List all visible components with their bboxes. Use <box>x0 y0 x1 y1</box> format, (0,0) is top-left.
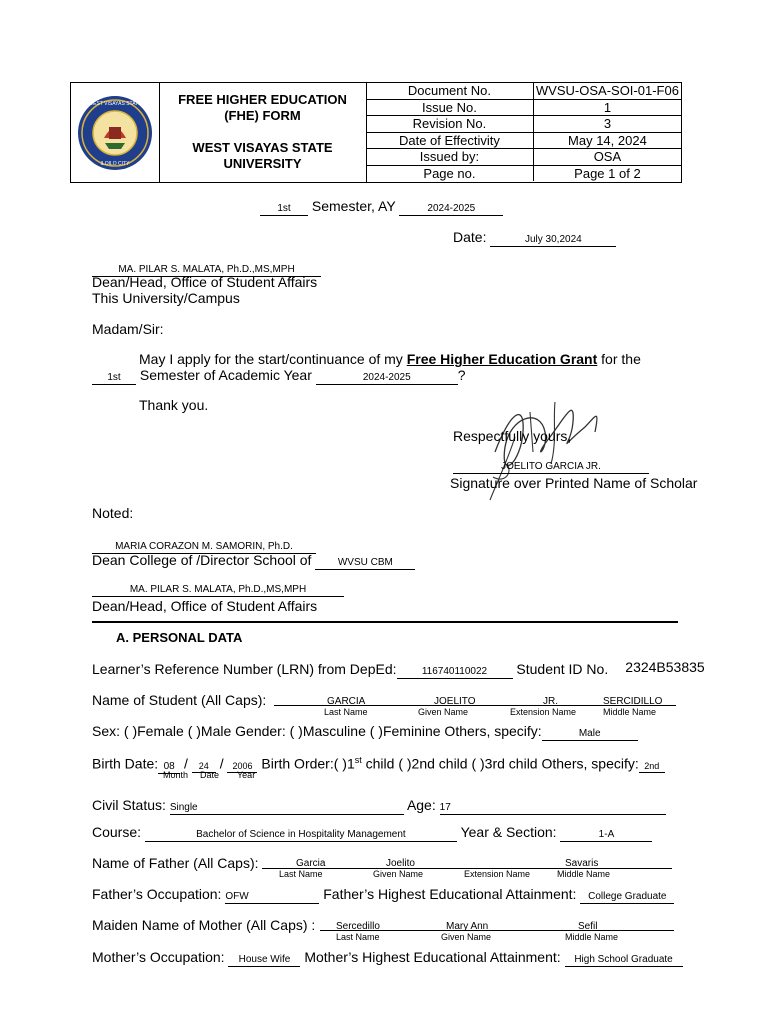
mother-education-value: High School Graduate <box>565 954 683 967</box>
university-seal-logo <box>71 83 159 182</box>
date-line <box>453 229 616 247</box>
noted2-title: Dean/Head, Office of Student Affairs <box>92 598 318 614</box>
gender-value: Male <box>542 728 638 741</box>
mother-name-label: Maiden Name of Mother (All Caps) : <box>92 917 316 933</box>
father-given-name: Joelito <box>386 858 415 869</box>
student-name-label: Name of Student (All Caps): <box>92 692 267 708</box>
mother-occupation-line <box>92 949 683 967</box>
addressee-place: This University/Campus <box>92 290 240 306</box>
addressee-name: MA. PILAR S. MALATA, Ph.D.,MS,MPH <box>92 264 321 277</box>
student-middle-name: SERCIDILLO <box>603 696 663 707</box>
body-line2 <box>92 367 466 385</box>
caption-date: Date <box>200 770 220 780</box>
meta-value: 3 <box>533 116 681 133</box>
semester-line <box>260 198 503 216</box>
meta-label: Issue No. <box>366 99 533 116</box>
section-title-personal-data: A. PERSONAL DATA <box>116 630 243 645</box>
course-value: Bachelor of Science in Hospitality Management <box>145 829 457 842</box>
body-line1 <box>139 351 641 367</box>
father-last-name: Garcia <box>296 858 326 869</box>
mother-given-name: Mary Ann <box>446 921 489 932</box>
form-title-line1: FREE HIGHER EDUCATION <box>178 92 347 107</box>
caption-given-name: Given Name <box>418 707 469 717</box>
scholar-name: JOELITO GARCIA JR. <box>453 461 649 474</box>
date-value: July 30,2024 <box>490 234 616 247</box>
birth-date-label: Birth Date: <box>92 755 159 772</box>
birth-order-text-b: child ( )2nd child ( )3rd child Others, specify: <box>361 755 639 772</box>
birth-month: 08 <box>158 761 180 774</box>
father-occupation-label: Father’s Occupation: <box>92 886 222 902</box>
lrn-line <box>92 661 608 679</box>
mother-education-label: Mother’s Highest Educational Attainment: <box>304 949 561 965</box>
civil-status-value: Single <box>170 802 404 815</box>
father-caption-ext: Extension Name <box>464 869 531 879</box>
birth-order-value: 2nd <box>639 760 665 773</box>
noted2-name: MA. PILAR S. MALATA, Ph.D.,MS,MPH <box>92 584 344 597</box>
closing: Respectfully yours, <box>453 428 572 444</box>
body-suffix: for the <box>601 351 641 367</box>
mother-caption-last: Last Name <box>336 932 380 942</box>
university-line1: WEST VISAYAS STATE <box>192 140 333 155</box>
noted1-title: Dean College of /Director School of <box>92 552 312 568</box>
noted1-title-line <box>92 552 415 570</box>
caption-last-name: Last Name <box>324 707 368 717</box>
sex-gender-text: Sex: ( )Female ( )Male Gender: ( )Masculine ( )Feminine Others, specify: <box>92 723 542 739</box>
father-name-label: Name of Father (All Caps): <box>92 855 259 871</box>
scholar-caption: Signature over Printed Name of Scholar <box>450 475 698 491</box>
year-section-label: Year & Section: <box>460 824 557 840</box>
semester-label: Semester, AY <box>311 198 396 214</box>
university-line2: UNIVERSITY <box>223 156 302 171</box>
meta-value: WVSU-OSA-SOI-01-F06 <box>533 83 681 99</box>
addressee-title: Dean/Head, Office of Student Affairs <box>92 274 318 290</box>
age-value: 17 <box>440 802 666 815</box>
body-ay-value: 2024-2025 <box>316 372 458 385</box>
caption-month: Month <box>163 770 189 780</box>
father-caption-middle: Middle Name <box>557 869 611 879</box>
father-caption-given: Given Name <box>373 869 424 879</box>
document-meta-table <box>366 83 681 181</box>
semester-value: 1st <box>260 203 308 216</box>
lrn-value: 116740110022 <box>397 666 513 679</box>
section-divider <box>92 621 678 623</box>
birth-year: 2006 <box>227 760 257 773</box>
logo-cell <box>71 83 160 182</box>
meta-label: Issued by: <box>366 149 533 166</box>
father-education-label: Father’s Highest Educational Attainment: <box>323 886 577 902</box>
meta-value: Page 1 of 2 <box>574 165 641 181</box>
caption-year: Year <box>237 770 256 780</box>
student-last-name: GARCIA <box>327 696 366 707</box>
course-line <box>92 824 652 842</box>
meta-value: OSA <box>533 149 681 166</box>
meta-label: Page no. <box>366 165 533 181</box>
mother-last-name: Sercedillo <box>336 921 380 932</box>
father-occupation-value: OFW <box>225 891 319 904</box>
caption-middle-name: Middle Name <box>603 707 657 717</box>
meta-value: 1 <box>533 99 681 116</box>
noted1-name: MARIA CORAZON M. SAMORIN, Ph.D. <box>92 541 316 554</box>
form-title-line2: (FHE) FORM <box>224 108 301 123</box>
course-label: Course: <box>92 824 142 840</box>
birth-day: 24 <box>192 760 216 773</box>
student-given-name: JOELITO <box>434 696 476 707</box>
student-extension-name: JR. <box>543 696 558 707</box>
mother-middle-name: Sefil <box>578 921 598 932</box>
mother-occupation-value: House Wife <box>228 954 300 967</box>
year-section-value: 1-A <box>560 829 652 842</box>
grant-name: Free Higher Education Grant <box>406 351 598 367</box>
sex-gender-line <box>92 723 638 741</box>
birth-order-sup: st <box>354 755 362 765</box>
birth-line: Birth Date: 08 / 24 / 2006 Birth Order:( )1st child ( )2nd child ( )3rd child Others, specify: 2nd <box>92 755 665 774</box>
svg-text:WEST VISAYAS STATE: WEST VISAYAS STATE <box>88 101 142 107</box>
form-header <box>70 82 682 183</box>
father-occupation-line <box>92 886 674 904</box>
birth-order-text-a: Birth Order:( )1 <box>261 755 355 772</box>
civil-status-label: Civil Status: <box>92 797 166 813</box>
ay-value: 2024-2025 <box>399 203 503 216</box>
date-label: Date: <box>453 229 487 245</box>
father-middle-name: Savaris <box>565 858 599 869</box>
svg-text:ILOILO CITY: ILOILO CITY <box>100 161 130 167</box>
meta-value: May 14, 2024 <box>533 132 681 149</box>
lrn-label: Learner’s Reference Number (LRN) from DepEd: <box>92 661 397 677</box>
body-prefix: May I apply for the start/continuance of my <box>139 351 403 367</box>
noted-label: Noted: <box>92 505 134 521</box>
noted1-school: WVSU CBM <box>315 557 415 570</box>
body-semester-value: 1st <box>92 372 136 385</box>
caption-extension-name: Extension Name <box>510 707 577 717</box>
age-label: Age: <box>406 797 436 813</box>
body-end: ? <box>457 367 466 383</box>
meta-label: Date of Effectivity <box>366 132 533 149</box>
meta-label: Document No. <box>366 83 533 99</box>
thanks: Thank you. <box>139 397 209 413</box>
father-caption-last: Last Name <box>279 869 323 879</box>
meta-label: Revision No. <box>366 116 533 133</box>
title-cell <box>159 83 367 182</box>
mother-caption-middle: Middle Name <box>565 932 619 942</box>
father-education-value: College Graduate <box>580 891 674 904</box>
student-id-label: Student ID No. <box>516 661 609 677</box>
student-id-value: 2324B53835 <box>625 659 705 675</box>
civil-status-line <box>92 797 666 815</box>
salutation: Madam/Sir: <box>92 321 164 337</box>
mother-caption-given: Given Name <box>441 932 492 942</box>
body-line2-text: Semester of Academic Year <box>139 367 312 383</box>
mother-occupation-label: Mother’s Occupation: <box>92 949 225 965</box>
